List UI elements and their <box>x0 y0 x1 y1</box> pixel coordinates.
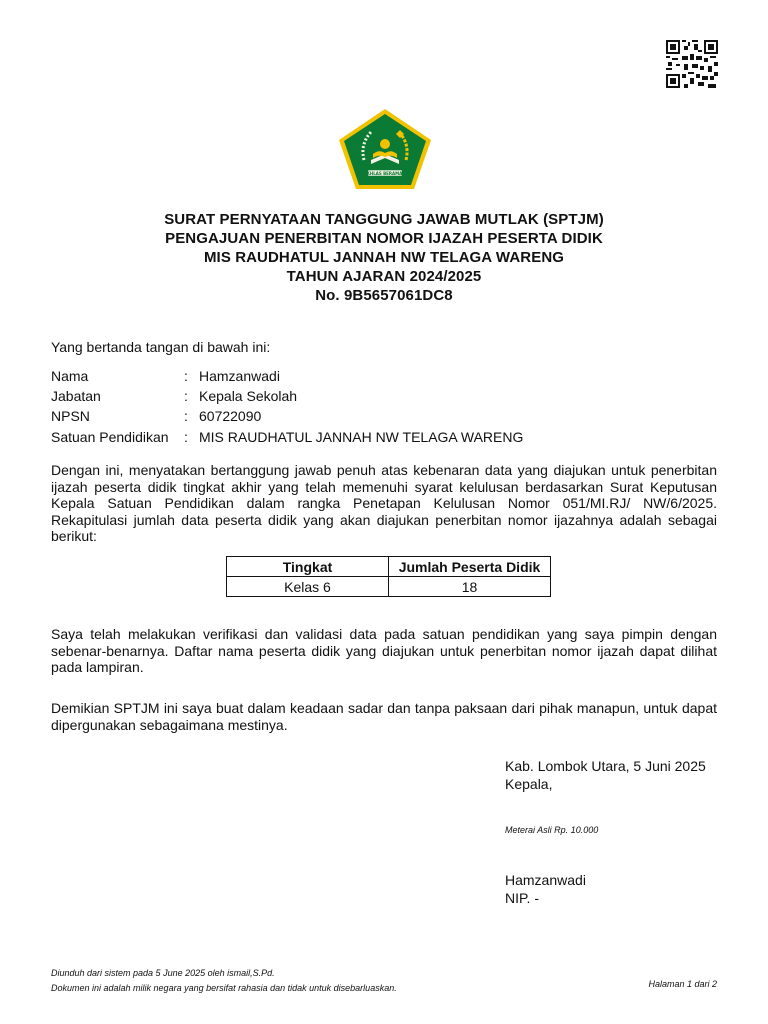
field-value: MIS RAUDHATUL JANNAH NW TELAGA WARENG <box>199 429 524 445</box>
field-label: Nama <box>51 368 89 384</box>
field-label: NPSN <box>51 408 90 424</box>
table-header-row <box>227 557 551 577</box>
field-value: Kepala Sekolah <box>199 388 298 404</box>
intro-text: Yang bertanda tangan di bawah ini: <box>51 339 271 355</box>
signer-name: Hamzanwadi <box>505 872 586 888</box>
verification-paragraph: Saya telah melakukan verifikasi dan validasi data pada satuan pendidikan yang saya pimpin dengan sebenar-benarnya. Daftar nama peserta didik yang diajukan untuk penerbitan nomor ijazah dapat dilihat pada lampiran. <box>51 626 717 675</box>
signer-role: Kepala, <box>505 776 553 792</box>
field-label: Jabatan <box>51 388 101 404</box>
table-cell: 18 <box>389 577 551 597</box>
footer-download-note: Diunduh dari sistem pada 5 June 2025 oleh ismail,S.Pd. <box>51 968 275 978</box>
footer-confidential-note: Dokumen ini adalah milik negara yang bersifat rahasia dan tidak untuk disebarluaskan. <box>51 983 397 993</box>
qr-code-icon <box>666 40 718 88</box>
field-value: Hamzanwadi <box>199 368 280 384</box>
document-title <box>0 210 768 305</box>
title-line-3: MIS RAUDHATUL JANNAH NW TELAGA WARENG <box>203 249 565 266</box>
page-number: Halaman 1 dari 2 <box>648 979 717 989</box>
field-colon: : <box>184 388 188 404</box>
recap-table <box>226 556 551 597</box>
field-colon: : <box>184 408 188 424</box>
title-line-4: TAHUN AJARAN 2024/2025 <box>286 268 482 285</box>
table-cell: Kelas 6 <box>227 577 389 597</box>
field-value: 60722090 <box>199 408 262 424</box>
title-line-2: PENGAJUAN PENERBITAN NOMOR IJAZAH PESERTA DIDIK <box>165 230 603 247</box>
table-header: Jumlah Peserta Didik <box>389 557 551 577</box>
table-row <box>227 577 551 597</box>
kemenag-emblem-icon <box>338 108 432 190</box>
meterai-note: Meterai Asli Rp. 10.000 <box>505 825 599 835</box>
logo-banner-text: IKHLAS BERAMAL <box>365 170 405 176</box>
table-header: Tingkat <box>227 557 389 577</box>
field-label: Satuan Pendidikan <box>51 429 169 445</box>
document-number: No. 9B5657061DC8 <box>315 287 453 304</box>
signer-nip: NIP. - <box>505 890 539 906</box>
field-colon: : <box>184 368 188 384</box>
field-colon: : <box>184 429 188 445</box>
place-date: Kab. Lombok Utara, 5 Juni 2025 <box>505 758 706 774</box>
closing-paragraph: Demikian SPTJM ini saya buat dalam keadaan sadar dan tanpa paksaan dari pihak manapun, untuk dapat dipergunakan sebagaimana mestinya. <box>51 700 717 733</box>
title-line-1: SURAT PERNYATAAN TANGGUNG JAWAB MUTLAK (SPTJM) <box>164 211 604 228</box>
statement-paragraph: Dengan ini, menyatakan bertanggung jawab penuh atas kebenaran data yang diajukan untuk penerbitan ijazah peserta didik tingkat akhir yang telah memenuhi syarat kelulusan berdasarkan Surat Keputusan Kepala Satuan Pendidikan dalam rangka Penetapan Kelulusan Nomor 051/MI.RJ/ NW/6/2025. Rekapitulasi jumlah data peserta didik yang akan diajukan penerbitan nomor ijazahnya adalah sebagai berikut: <box>51 462 717 544</box>
